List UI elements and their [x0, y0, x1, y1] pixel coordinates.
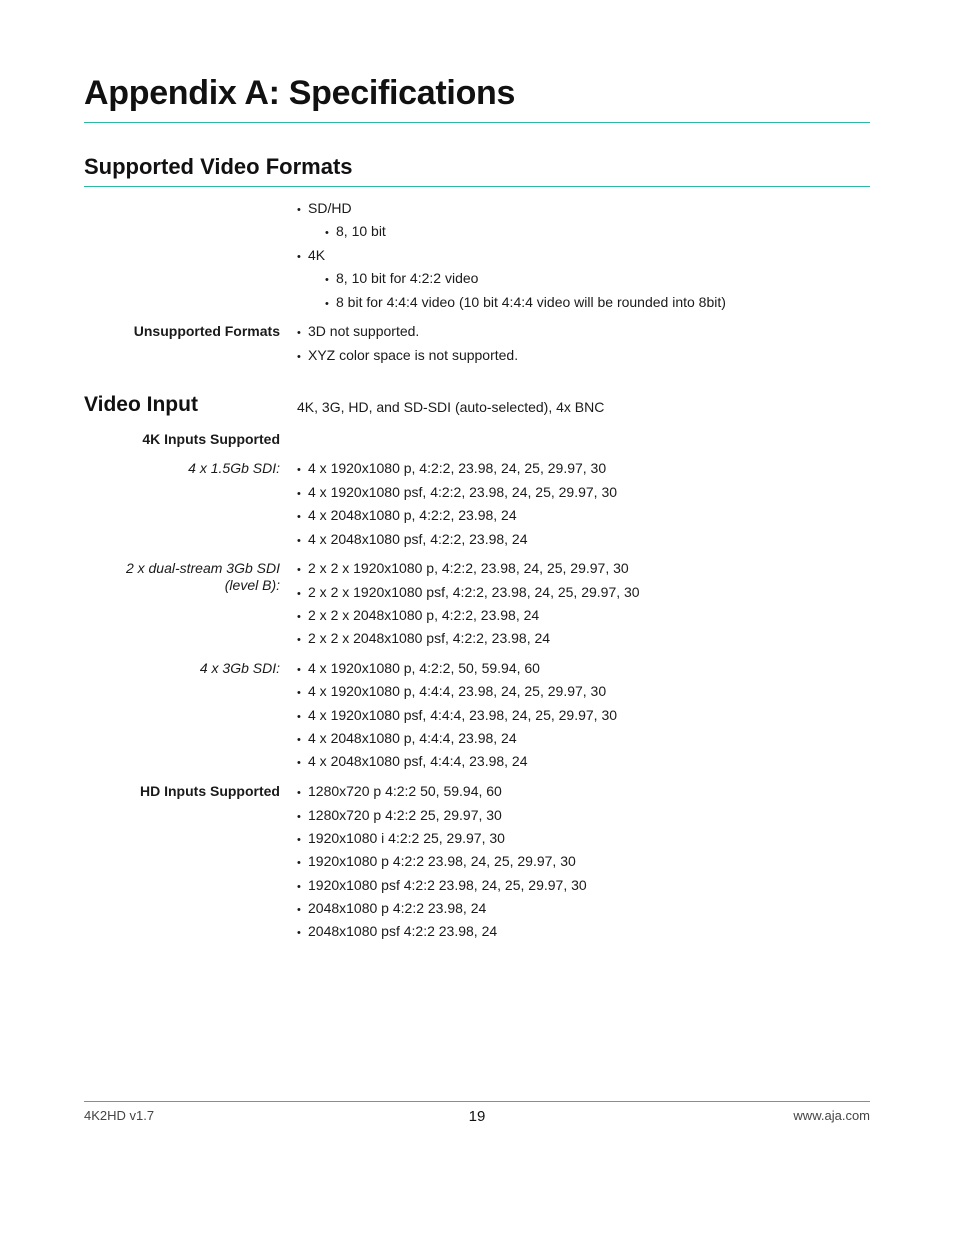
list-item: • 4K	[297, 247, 326, 263]
section-heading-video-input: Video Input	[84, 393, 198, 416]
list-item: • 1280x720 p 4:2:2 25, 29.97, 30	[297, 807, 502, 823]
list-item: • 2 x 2 x 1920x1080 p, 4:2:2, 23.98, 24, 25, 29.97, 30	[297, 560, 629, 576]
list-item: • 8 bit for 4:4:4 video (10 bit 4:4:4 video will be rounded into 8bit)	[325, 294, 726, 310]
list-item: • 1920x1080 p 4:2:2 23.98, 24, 25, 29.97, 30	[297, 853, 576, 869]
list-item: • 4 x 2048x1080 psf, 4:4:4, 23.98, 24	[297, 753, 528, 769]
list-item: • 3D not supported.	[297, 323, 420, 339]
list-item: • 4 x 1920x1080 psf, 4:2:2, 23.98, 24, 25, 29.97, 30	[297, 484, 618, 500]
section-heading-supported-video-formats: Supported Video Formats	[84, 154, 353, 179]
unsupported-formats-label: Unsupported Formats	[133, 323, 280, 339]
list-item: • 1920x1080 psf 4:2:2 23.98, 24, 25, 29.97, 30	[297, 877, 587, 893]
list-item: • 4 x 1920x1080 p, 4:4:4, 23.98, 24, 25, 29.97, 30	[297, 683, 607, 699]
list-item: • 1920x1080 i 4:2:2 25, 29.97, 30	[297, 830, 505, 846]
page-title: Appendix A: Specifications	[84, 74, 516, 112]
list-item: • 4 x 2048x1080 psf, 4:2:2, 23.98, 24	[297, 531, 528, 547]
list-item: • 2 x 2 x 2048x1080 p, 4:2:2, 23.98, 24	[297, 607, 540, 623]
list-item: • 4 x 1920x1080 psf, 4:4:4, 23.98, 24, 25, 29.97, 30	[297, 707, 618, 723]
footer-document-version: 4K2HD v1.7	[84, 1108, 155, 1123]
footer-rule	[84, 1101, 870, 1102]
list-item: • 2 x 2 x 2048x1080 psf, 4:2:2, 23.98, 24	[297, 630, 551, 646]
footer-website-link[interactable]: www.aja.com	[793, 1108, 870, 1123]
group2-label-line2: (level B):	[224, 577, 280, 593]
list-item: • 2048x1080 p 4:2:2 23.98, 24	[297, 900, 487, 916]
4k-inputs-label: 4K Inputs Supported	[142, 431, 280, 447]
footer-page-number: 19	[468, 1108, 486, 1125]
hd-inputs-label: HD Inputs Supported	[140, 783, 280, 799]
list-item: • 4 x 1920x1080 p, 4:2:2, 23.98, 24, 25, 29.97, 30	[297, 460, 607, 476]
list-item: • 2 x 2 x 1920x1080 psf, 4:2:2, 23.98, 24, 25, 29.97, 30	[297, 584, 640, 600]
group3-label: 4 x 3Gb SDI:	[199, 660, 280, 676]
list-item: • SD/HD	[297, 200, 352, 216]
list-item: • 2048x1080 psf 4:2:2 23.98, 24	[297, 923, 498, 939]
list-item: • 4 x 2048x1080 p, 4:2:2, 23.98, 24	[297, 507, 517, 523]
video-input-description: 4K, 3G, HD, and SD-SDI (auto-selected), 4x BNC	[297, 399, 605, 415]
list-item: • 8, 10 bit	[325, 223, 386, 239]
list-item: • 8, 10 bit for 4:2:2 video	[325, 270, 479, 286]
list-item: • 1280x720 p 4:2:2 50, 59.94, 60	[297, 783, 502, 799]
list-item: • 4 x 2048x1080 p, 4:4:4, 23.98, 24	[297, 730, 517, 746]
title-rule	[84, 122, 870, 123]
section-rule	[84, 186, 870, 187]
group2-label-line1: 2 x dual-stream 3Gb SDI	[125, 560, 280, 576]
list-item: • 4 x 1920x1080 p, 4:2:2, 50, 59.94, 60	[297, 660, 540, 676]
group1-label: 4 x 1.5Gb SDI:	[188, 460, 280, 476]
list-item: • XYZ color space is not supported.	[297, 347, 519, 363]
